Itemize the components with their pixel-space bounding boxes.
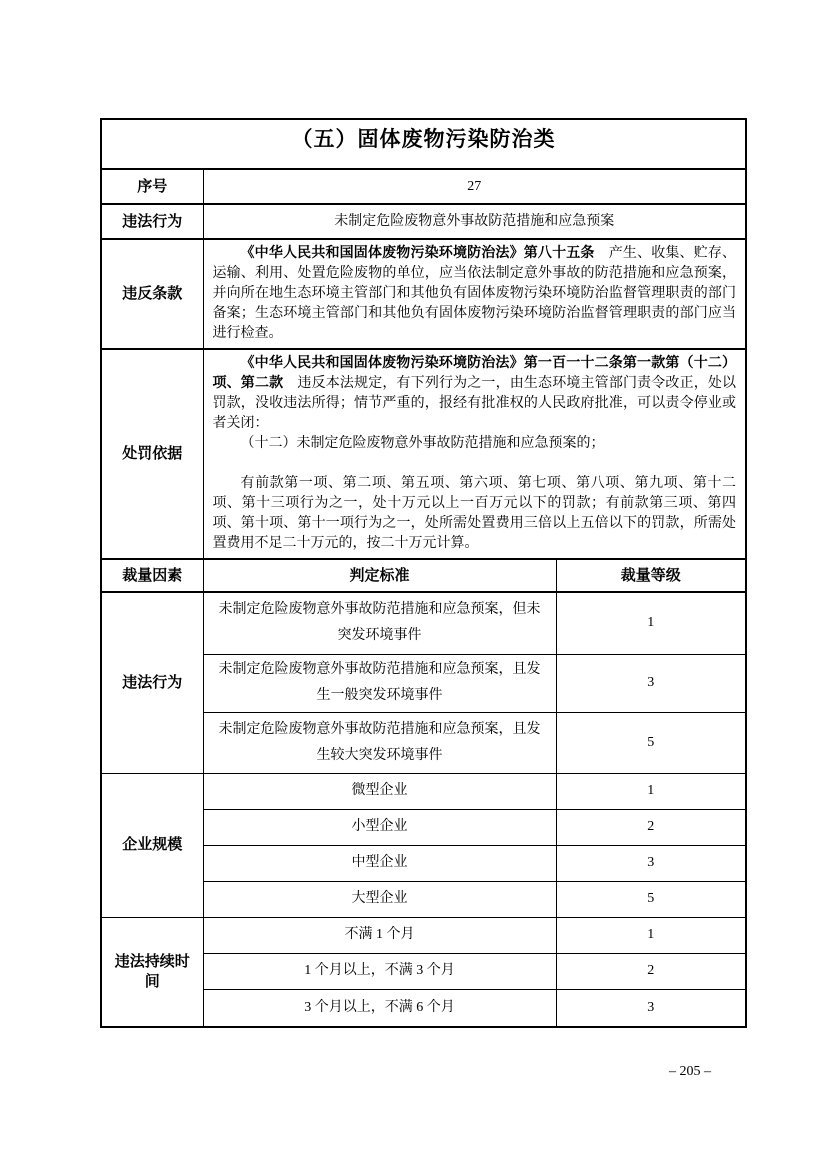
clause-body-text: 产生、收集、贮存、运输、利用、处置危险废物的单位，应当依法制定意外事故的防范措施和应急预案，并向所在地生态环境主管部门和其他负有固体废物污染环境防治监督管理职责的部门备案；生态环境主管部门和其他负有固体废物污染环境防治监督管理职责的部门应当进行检查。: [212, 246, 737, 341]
grade-cell: 2: [556, 809, 746, 845]
standard-cell: 3 个月以上，不满 6 个月: [203, 989, 556, 1027]
serial-value: 27: [203, 169, 746, 204]
violated-clause-label: 违反条款: [101, 239, 203, 349]
grade-cell: 5: [556, 881, 746, 917]
header-grade: 裁量等级: [556, 559, 746, 592]
basis-body-text: 违反本法规定，有下列行为之一，由生态环境主管部门责令改正，处以罚款，没收违法所得；情节严重的，报经有批准权的人民政府批准，可以责令停业或者关闭：: [212, 376, 737, 431]
factor-enterprise-scale: 企业规模: [101, 773, 203, 917]
standard-cell: 未制定危险废物意外事故防范措施和应急预案，且发生较大突发环境事件: [203, 712, 556, 773]
serial-label: 序号: [101, 169, 203, 204]
table-title: （五）固体废物污染防治类: [101, 119, 746, 169]
standard-cell: 中型企业: [203, 845, 556, 881]
standard-cell: 微型企业: [203, 773, 556, 809]
grade-cell: 3: [556, 989, 746, 1027]
table-row: [101, 773, 746, 809]
violated-clause-text: [203, 239, 746, 349]
standard-cell: 未制定危险废物意外事故防范措施和应急预案，但未突发环境事件: [203, 592, 556, 654]
clause-law-citation: 《中华人民共和国固体废物污染环境防治法》第八十五条: [240, 246, 595, 261]
grade-cell: 3: [556, 845, 746, 881]
grade-cell: 1: [556, 592, 746, 654]
standard-cell: 小型企业: [203, 809, 556, 845]
basis-fine-clause: 有前款第一项、第二项、第五项、第六项、第七项、第八项、第九项、第十二项、第十三项行为之一，处十万元以上一百万元以下的罚款；有前款第三项、第四项、第十项、第十一项行为之一，处所需处置费用三倍以上五倍以下的罚款，所需处置费用不足二十万元的，按二十万元计算。: [212, 476, 737, 551]
illegal-behavior-label: 违法行为: [101, 204, 203, 239]
standard-cell: 不满 1 个月: [203, 917, 556, 953]
table-row: [101, 592, 746, 654]
factor-duration: 违法持续时间: [101, 917, 203, 1027]
factor-behavior: 违法行为: [101, 592, 203, 773]
page-number: – 205 –: [669, 1064, 711, 1079]
grade-cell: 1: [556, 773, 746, 809]
grade-cell: 2: [556, 953, 746, 989]
header-standard: 判定标准: [203, 559, 556, 592]
basis-law-citation: 《中华人民共和国固体废物污染环境防治法》第一百一十二条第一款第（十二）项、第二款: [212, 356, 737, 391]
penalty-basis-text: [203, 349, 746, 559]
grade-cell: 1: [556, 917, 746, 953]
standard-cell: 1 个月以上，不满 3 个月: [203, 953, 556, 989]
grade-cell: 5: [556, 712, 746, 773]
illegal-behavior-value: 未制定危险废物意外事故防范措施和应急预案: [203, 204, 746, 239]
header-factor: 裁量因素: [101, 559, 203, 592]
standard-cell: 未制定危险废物意外事故防范措施和应急预案，且发生一般突发环境事件: [203, 654, 556, 712]
standard-cell: 大型企业: [203, 881, 556, 917]
grade-cell: 3: [556, 654, 746, 712]
basis-item-12: （十二）未制定危险废物意外事故防范措施和应急预案的；: [240, 436, 605, 451]
penalty-discretion-table: [100, 118, 747, 1028]
penalty-basis-label: 处罚依据: [101, 349, 203, 559]
table-row: [101, 917, 746, 953]
